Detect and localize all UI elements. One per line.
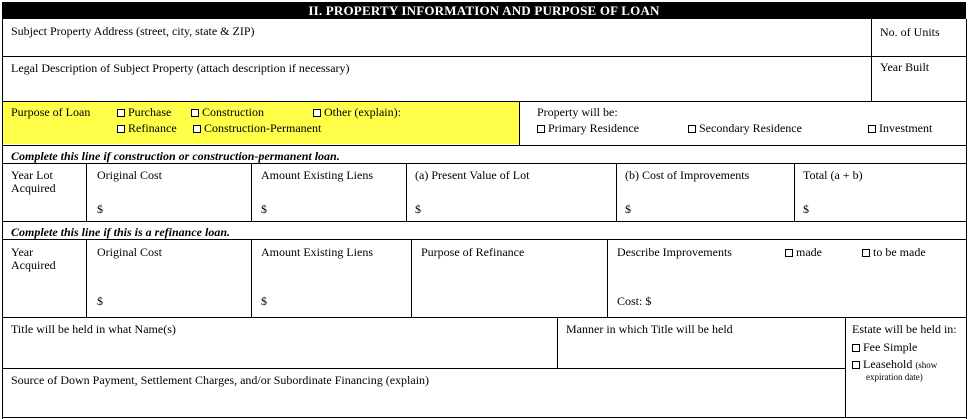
refinance-option[interactable]: Refinance: [117, 122, 177, 135]
leasehold-checkbox[interactable]: [852, 361, 860, 369]
other-option[interactable]: Other (explain):: [313, 106, 401, 119]
primary-residence-option[interactable]: Primary Residence: [537, 122, 639, 135]
leasehold-note-show: (show: [915, 360, 938, 370]
divider-refinance-head: [2, 239, 967, 240]
r-col1: [86, 239, 87, 317]
refinance-checkbox[interactable]: [117, 125, 125, 133]
bottom-border: [2, 417, 967, 418]
year-built-label: Year Built: [880, 60, 930, 74]
secondary-residence-option[interactable]: Secondary Residence: [688, 122, 802, 135]
address-label: Subject Property Address (street, city, state & ZIP): [11, 24, 255, 38]
construction-permanent-option[interactable]: Construction-Permanent: [193, 122, 321, 135]
c-col1: [86, 163, 87, 221]
fee-simple-option[interactable]: Fee Simple: [852, 341, 917, 354]
r-original-cost-dollar[interactable]: $: [97, 294, 103, 308]
other-checkbox[interactable]: [313, 109, 321, 117]
construction-permanent-checkbox[interactable]: [193, 125, 201, 133]
right-border: [966, 19, 967, 419]
units-divider: [871, 19, 872, 101]
leasehold-option[interactable]: Leasehold (show: [852, 358, 937, 371]
occupancy-label: Property will be:: [537, 105, 618, 119]
primary-residence-checkbox[interactable]: [537, 125, 545, 133]
section-title: II. PROPERTY INFORMATION AND PURPOSE OF LOAN: [2, 2, 966, 19]
purchase-checkbox[interactable]: [117, 109, 125, 117]
title-name-label: Title will be held in what Name(s): [11, 322, 176, 336]
c-col4: [616, 163, 617, 221]
to-be-made-checkbox[interactable]: [862, 249, 870, 257]
made-checkbox[interactable]: [785, 249, 793, 257]
c-original-cost-label: Original Cost: [97, 168, 162, 182]
secondary-residence-checkbox[interactable]: [688, 125, 696, 133]
c-col3: [406, 163, 407, 221]
divider-title-row: [2, 368, 845, 369]
c-existing-liens-label: Amount Existing Liens: [261, 168, 373, 182]
r-existing-liens-dollar[interactable]: $: [261, 294, 267, 308]
purchase-option[interactable]: Purchase: [117, 106, 171, 119]
purpose-divider: [519, 101, 520, 145]
cost-improvements-label: (b) Cost of Improvements: [625, 168, 750, 182]
construction-heading: Complete this line if construction or construction-permanent loan.: [11, 149, 340, 163]
divider-construction-head: [2, 163, 967, 164]
r-original-cost-label: Original Cost: [97, 245, 162, 259]
divider-refinance-row: [2, 317, 967, 318]
divider-row1: [2, 56, 967, 57]
title-manner-label: Manner in which Title will be held: [566, 322, 733, 336]
investment-checkbox[interactable]: [868, 125, 876, 133]
present-value-lot-dollar[interactable]: $: [415, 202, 421, 216]
r-col2: [251, 239, 252, 317]
construction-checkbox[interactable]: [191, 109, 199, 117]
r-existing-liens-label: Amount Existing Liens: [261, 245, 373, 259]
down-payment-label: Source of Down Payment, Settlement Charges, and/or Subordinate Financing (explain): [11, 373, 430, 387]
to-be-made-option[interactable]: to be made: [862, 246, 926, 259]
r-col4: [607, 239, 608, 317]
fee-simple-checkbox[interactable]: [852, 344, 860, 352]
investment-option[interactable]: Investment: [868, 122, 932, 135]
made-option[interactable]: made: [785, 246, 822, 259]
left-border: [2, 19, 3, 419]
divider-row3: [2, 145, 967, 146]
units-label: No. of Units: [880, 25, 940, 39]
improvement-cost-field[interactable]: Cost: $: [617, 294, 652, 308]
cost-improvements-dollar[interactable]: $: [625, 202, 631, 216]
present-value-lot-label: (a) Present Value of Lot: [415, 168, 530, 182]
legal-description-label: Legal Description of Subject Property (attach description if necessary): [11, 61, 350, 75]
divider-row2: [2, 101, 967, 102]
c-col5: [794, 163, 795, 221]
refinance-heading: Complete this line if this is a refinance loan.: [11, 225, 231, 239]
divider-construction-row: [2, 221, 967, 222]
total-label: Total (a + b): [803, 168, 863, 182]
c-existing-liens-dollar[interactable]: $: [261, 202, 267, 216]
t-col2: [845, 317, 846, 417]
total-dollar[interactable]: $: [803, 202, 809, 216]
leasehold-note-expiration: expiration date): [866, 372, 923, 382]
year-acquired-label: Year Acquired: [11, 245, 56, 272]
estate-label: Estate will be held in:: [852, 322, 957, 336]
purpose-label: Purpose of Loan: [11, 105, 91, 119]
purpose-refinance-label: Purpose of Refinance: [421, 245, 525, 259]
t-col1: [557, 317, 558, 368]
describe-improvements-label: Describe Improvements: [617, 245, 732, 259]
r-col3: [411, 239, 412, 317]
c-original-cost-dollar[interactable]: $: [97, 202, 103, 216]
construction-option[interactable]: Construction: [191, 106, 264, 119]
c-col2: [251, 163, 252, 221]
year-lot-acquired-label: Year Lot Acquired: [11, 168, 56, 195]
